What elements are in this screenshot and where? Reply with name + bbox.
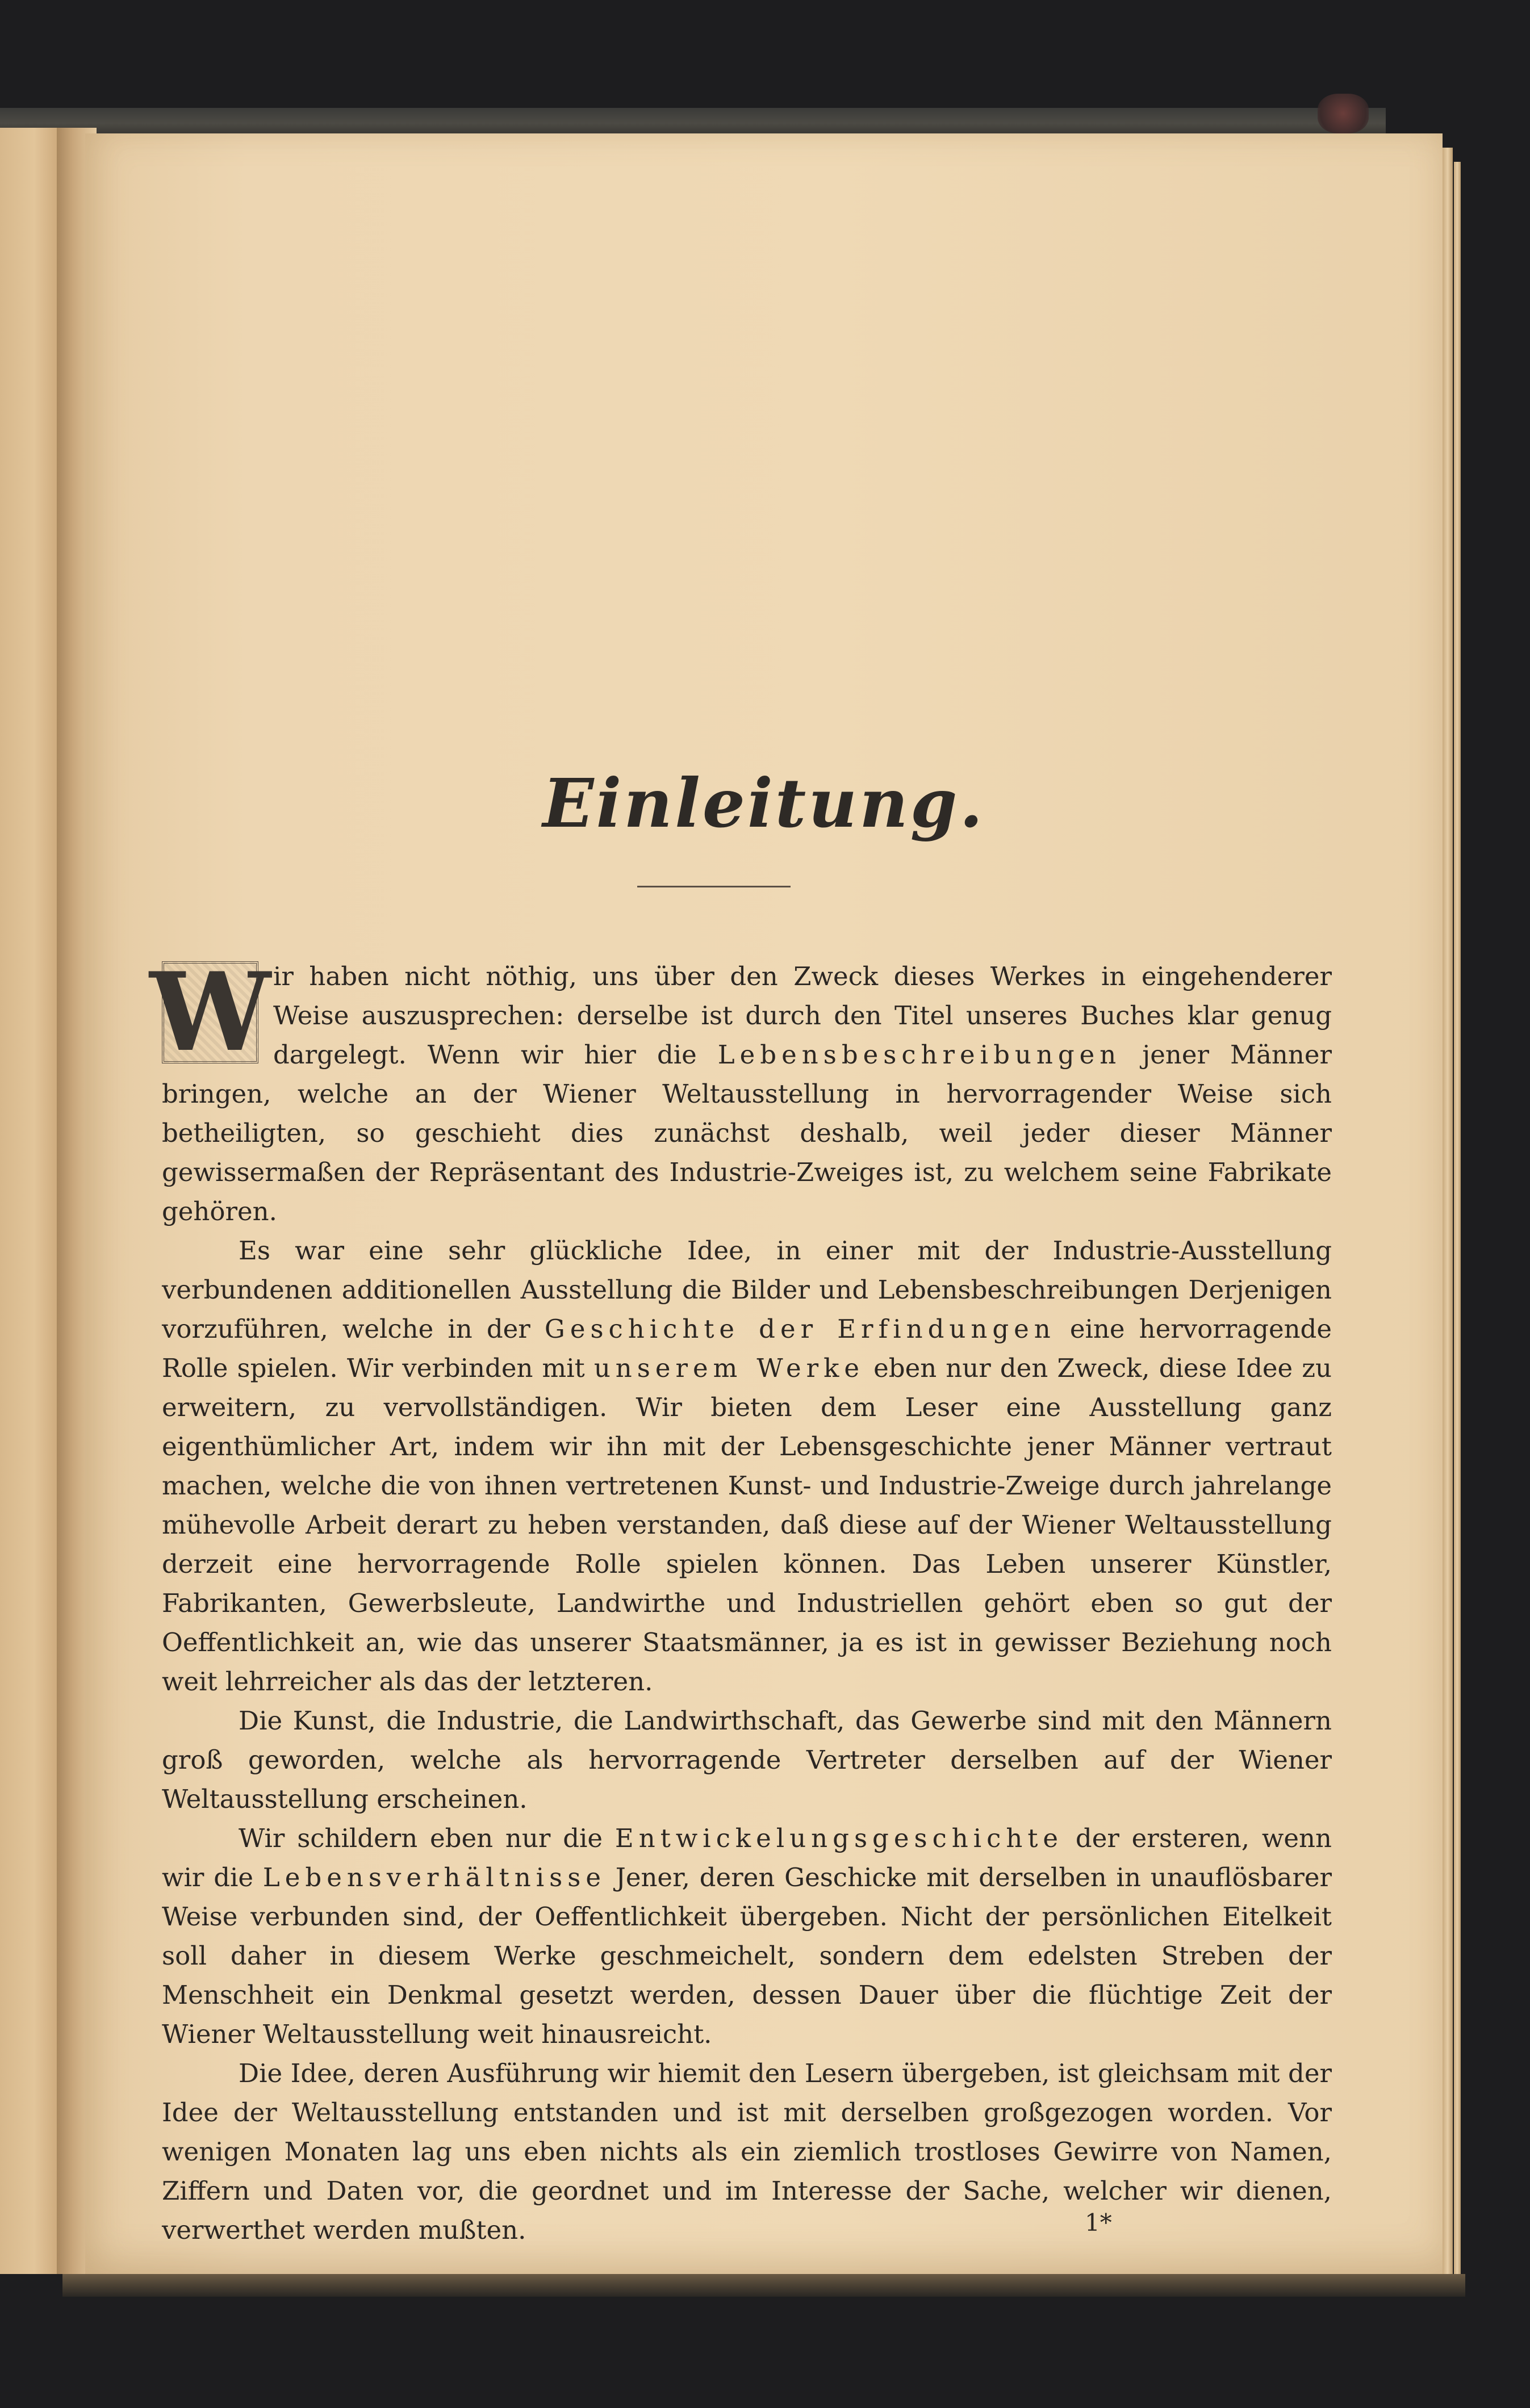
bottom-shadow (62, 2274, 1465, 2297)
spaced-emphasis: Lebensbeschreibungen (717, 1040, 1122, 1070)
spaced-emphasis: unserem Werke (593, 1353, 865, 1383)
page-stack-edge-inner (1454, 162, 1461, 2288)
spaced-emphasis: Lebensverhältnisse (262, 1862, 606, 1892)
spaced-emphasis: Geschichte der Erfindungen (544, 1314, 1056, 1344)
paragraph-5: Die Idee, deren Ausführung wir hiemit den Lesern übergeben, ist gleichsam mit der Idee der Weltausstellung entstanden und ist mit derselben großgezogen worden. Vor wenigen Monaten lag uns eben nichts als ein ziemlich trostloses Gewirre von Namen, Ziffern und Daten vor, die geordnet und im Interesse der Sache, welcher wir dienen, verwerthet werden mußten. (162, 2058, 1332, 2245)
body-text (149, 949, 1332, 2250)
paragraph-text: eben nur den Zweck, diese Idee zu erweitern, zu vervollständigen. Wir bieten dem Leser eine Ausstellung ganz eigenthümlicher Art, indem wir ihn mit der Lebensgeschichte jener Männer vertraut machen, welche die von ihnen vertretenen Kunst- und Industrie-Zweige durch jahrelange mühevolle Arbeit derart zu heben verstanden, daß diese auf der Wiener Weltausstellung derzeit eine hervorragende Rolle spielen können. Das Leben unserer Künstler, Fabrikanten, Gewerbsleute, Landwirthe und Industriellen gehört eben so gut der Oeffentlichkeit an, wie das unserer Staatsmänner, ja es ist in gewisser Beziehung noch weit lehrreicher als das der letzteren. (162, 1353, 1332, 1697)
left-facing-page (0, 128, 62, 2274)
cover-stain (1318, 94, 1369, 133)
paragraph-text: ir haben nicht nöthig, uns über den Zweck dieses Werkes in eingehenderer Weise auszusprechen: derselbe ist durch den Titel unseres Buches klar genug dargelegt. Wenn wir hier die (273, 961, 1332, 1070)
paragraph-text: Es war eine sehr glückliche Idee, in einer mit der Industrie-Ausstellung verbundenen additionellen Ausstellung die Bilder und Lebensbeschreibungen Derjenigen vorzuführen, welche in der (162, 1236, 1332, 1344)
paragraph-3: Die Kunst, die Industrie, die Landwirthschaft, das Gewerbe sind mit den Männern groß geworden, welche als hervorragende Vertreter derselben auf der Wiener Weltausstellung erscheinen. (162, 1706, 1332, 1814)
paragraph-text: der ersteren, wenn wir die (162, 1823, 1332, 1892)
book-page (85, 133, 1443, 2274)
paragraph-text: Wir schildern eben nur die (239, 1823, 615, 1853)
page-stack-edge (1443, 148, 1453, 2288)
page-number: 1* (1085, 2209, 1112, 2237)
paragraph-text: eine hervorragende Rolle spielen. Wir verbinden mit (162, 1314, 1332, 1383)
chapter-title: Einleitung. (542, 764, 985, 843)
paragraph-text: jener Männer bringen, welche an der Wiener Weltausstellung in hervorragender Weise sich betheiligten, so geschieht dies zunächst deshalb, weil jeder dieser Männer gewissermaßen der Repräsentant des Industrie-Zweiges ist, zu welchem seine Fabrikate gehören. (162, 1040, 1332, 1226)
drop-cap-initial: W (149, 949, 271, 1075)
paragraph-4 (162, 1819, 1332, 2054)
spaced-emphasis: Entwickelungsgeschichte (614, 1823, 1064, 1853)
paragraph-text: Jener, deren Geschicke mit derselben in unauflösbarer Weise verbunden sind, der Oeffentlichkeit übergeben. Nicht der persönlichen Eitelkeit soll daher in diesem Werke geschmeichelt, sondern dem edelsten Streben der Menschheit ein Denkmal gesetzt werden, dessen Dauer über die flüchtige Zeit der Wiener Weltausstellung weit hinausreicht. (162, 1862, 1332, 2049)
paragraph-2 (162, 1231, 1332, 1701)
title-divider (637, 886, 791, 887)
paragraph-1 (149, 949, 1332, 1231)
